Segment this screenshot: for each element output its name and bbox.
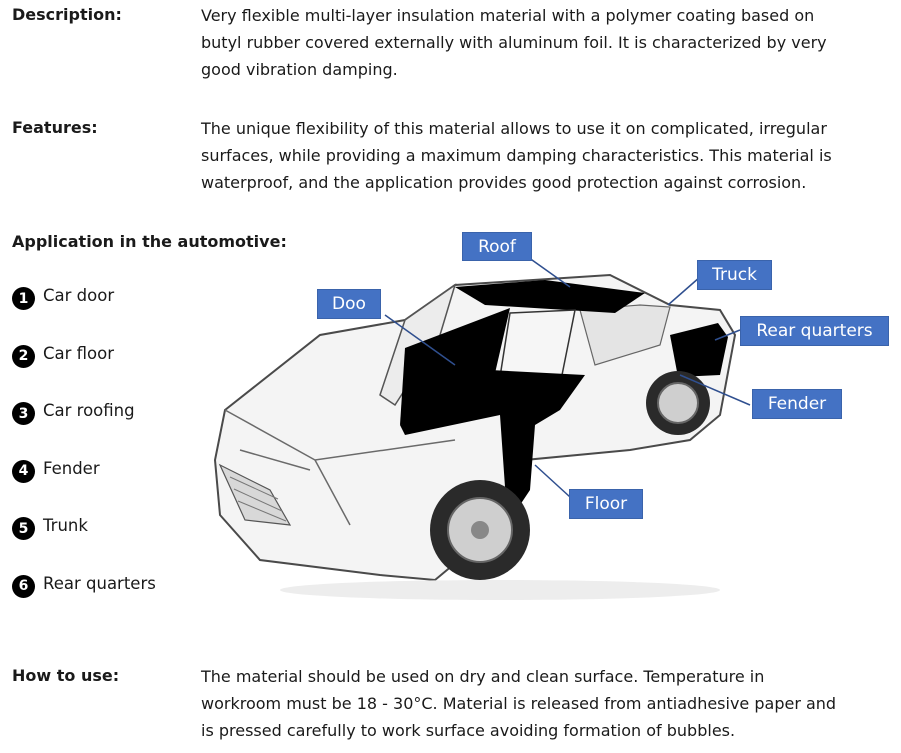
features-label: Features: [12, 118, 98, 137]
list-item-label: Car floor [43, 343, 115, 363]
number-badge-icon: 5 [12, 517, 35, 540]
callout-doo: Doo [317, 289, 381, 319]
list-item-label: Car door [43, 286, 115, 305]
list-item [12, 401, 156, 459]
callout-fender: Fender [752, 389, 842, 419]
list-item [12, 574, 156, 632]
features-line: The unique flexibility of this material allows to use it on complicated, irregular [201, 119, 827, 138]
features-text [201, 115, 891, 196]
features-line: surfaces, while providing a maximum damping characteristics. This material is [201, 146, 832, 165]
callout-floor: Floor [569, 489, 643, 519]
callout-roof: Roof [462, 232, 532, 261]
description-label: Description: [12, 5, 122, 24]
description-line: good vibration damping. [201, 60, 398, 79]
how-to-use-line: workroom must be 18 - 30°C. Material is released from antiadhesive paper and [201, 694, 837, 713]
car-illustration [200, 225, 901, 620]
number-badge-icon: 1 [12, 287, 35, 310]
callout-truck: Truck [697, 260, 772, 290]
list-item-label: Car roofing [43, 401, 135, 421]
how-to-use-line: The material should be used on dry and clean surface. Temperature in [201, 667, 765, 686]
car-diagram [200, 225, 901, 620]
number-badge-icon: 4 [12, 460, 35, 483]
application-list [12, 286, 156, 632]
ground-shadow [280, 580, 720, 600]
front-hub [471, 521, 489, 539]
application-title: Application in the automotive: [12, 232, 287, 251]
list-item-label: Trunk [43, 516, 88, 536]
number-badge-icon: 6 [12, 575, 35, 598]
list-item [12, 516, 156, 574]
list-item-label: Fender [43, 458, 100, 478]
rear-rim [658, 383, 698, 423]
description-line: Very flexible multi-layer insulation material with a polymer coating based on [201, 6, 815, 25]
callout-rear-quarters: Rear quarters [740, 316, 889, 346]
how-to-use-text [201, 663, 891, 744]
how-to-use-line: is pressed carefully to work surface avoiding formation of bubbles. [201, 721, 736, 740]
list-item [12, 286, 156, 344]
list-item [12, 344, 156, 402]
number-badge-icon: 2 [12, 345, 35, 368]
list-item [12, 459, 156, 517]
description-text [201, 2, 891, 83]
number-badge-icon: 3 [12, 402, 35, 425]
description-line: butyl rubber covered externally with aluminum foil. It is characterized by very [201, 33, 827, 52]
list-item-label: Rear quarters [43, 573, 156, 593]
features-line: waterproof, and the application provides good protection against corrosion. [201, 173, 807, 192]
door-window [500, 310, 575, 377]
how-to-use-label: How to use: [12, 666, 120, 685]
